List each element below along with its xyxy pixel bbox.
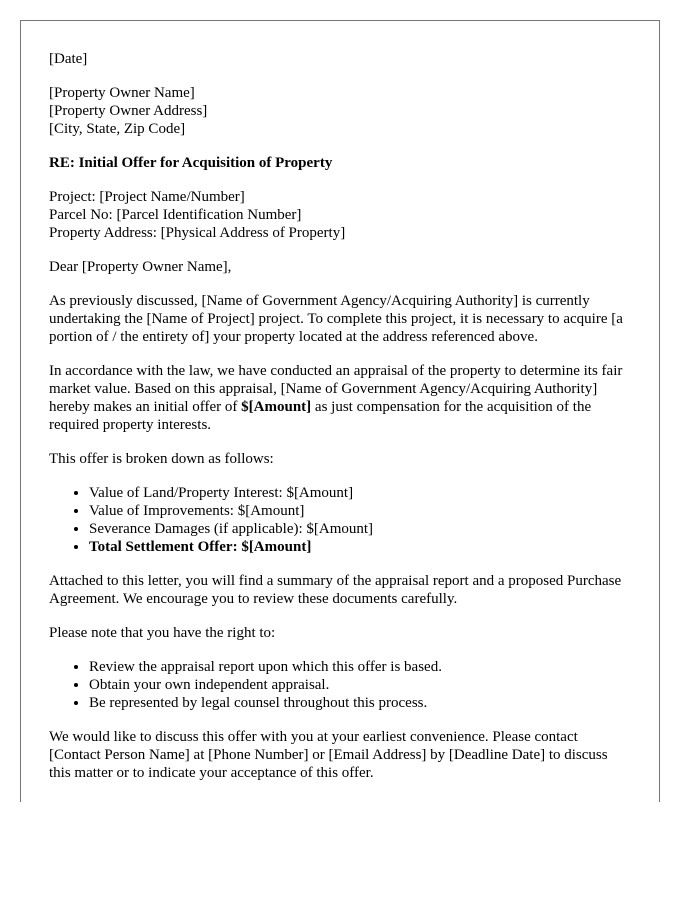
paragraph-contact: We would like to discuss this offer with you at your earliest convenience. Please contact [Contact Person Name] at [Phone Number] or [Email Address] by [Deadline Date] to discuss this matter or to indicate your acceptance of this offer. — [49, 729, 608, 781]
breakdown-item-improvements: • Value of Improvements: $[Amount] — [89, 502, 633, 520]
subject-line: RE: Initial Offer for Acquisition of Property — [49, 155, 333, 171]
recipient-block — [49, 84, 633, 138]
breakdown-item-severance: • Severance Damages (if applicable): $[Amount] — [89, 520, 633, 538]
rights-item-review: • Review the appraisal report upon which this offer is based. — [89, 658, 633, 676]
project-info-block — [49, 188, 633, 242]
rights-intro: Please note that you have the right to: — [49, 625, 276, 641]
rights-item-counsel: • Be represented by legal counsel throughout this process. — [89, 694, 633, 712]
rights-list — [49, 658, 633, 712]
property-address-line: Property Address: [Physical Address of Property] — [49, 225, 346, 241]
recipient-name: [Property Owner Name] — [49, 85, 195, 101]
breakdown-item-land: • Value of Land/Property Interest: $[Amount] — [89, 484, 633, 502]
letter-date: [Date] — [49, 51, 88, 67]
appraisal-text-before: In accordance with the law, we have conducted an appraisal of the property to determine its fair market value. Based on this appraisal, [Name of Government Agency/Acquiring Authority] hereby makes an initial offer of — [49, 363, 623, 415]
parcel-line: Parcel No: [Parcel Identification Number] — [49, 207, 302, 223]
letter-page — [20, 20, 660, 802]
breakdown-list — [49, 484, 633, 556]
paragraph-appraisal — [49, 362, 633, 434]
recipient-address: [Property Owner Address] — [49, 103, 208, 119]
offer-amount: $[Amount] — [241, 399, 312, 415]
letter-content — [49, 50, 633, 798]
rights-item-appraisal: • Obtain your own independent appraisal. — [89, 676, 633, 694]
project-line: Project: [Project Name/Number] — [49, 189, 245, 205]
paragraph-attached: Attached to this letter, you will find a summary of the appraisal report and a proposed Purchase Agreement. We encourage you to review these documents carefully. — [49, 573, 622, 607]
salutation: Dear [Property Owner Name], — [49, 259, 232, 275]
breakdown-intro: This offer is broken down as follows: — [49, 451, 274, 467]
recipient-city-state-zip: [City, State, Zip Code] — [49, 121, 186, 137]
breakdown-item-total: • Total Settlement Offer: $[Amount] — [89, 538, 633, 556]
appraisal-text-after: as just compensation for the acquisition of the required property interests. — [49, 399, 592, 433]
paragraph-intro: As previously discussed, [Name of Government Agency/Acquiring Authority] is currently undertaking the [Name of Project] project. To complete this project, it is necessary to acquire [a portion of / the entirety of] your property located at the address referenced above. — [49, 293, 623, 345]
